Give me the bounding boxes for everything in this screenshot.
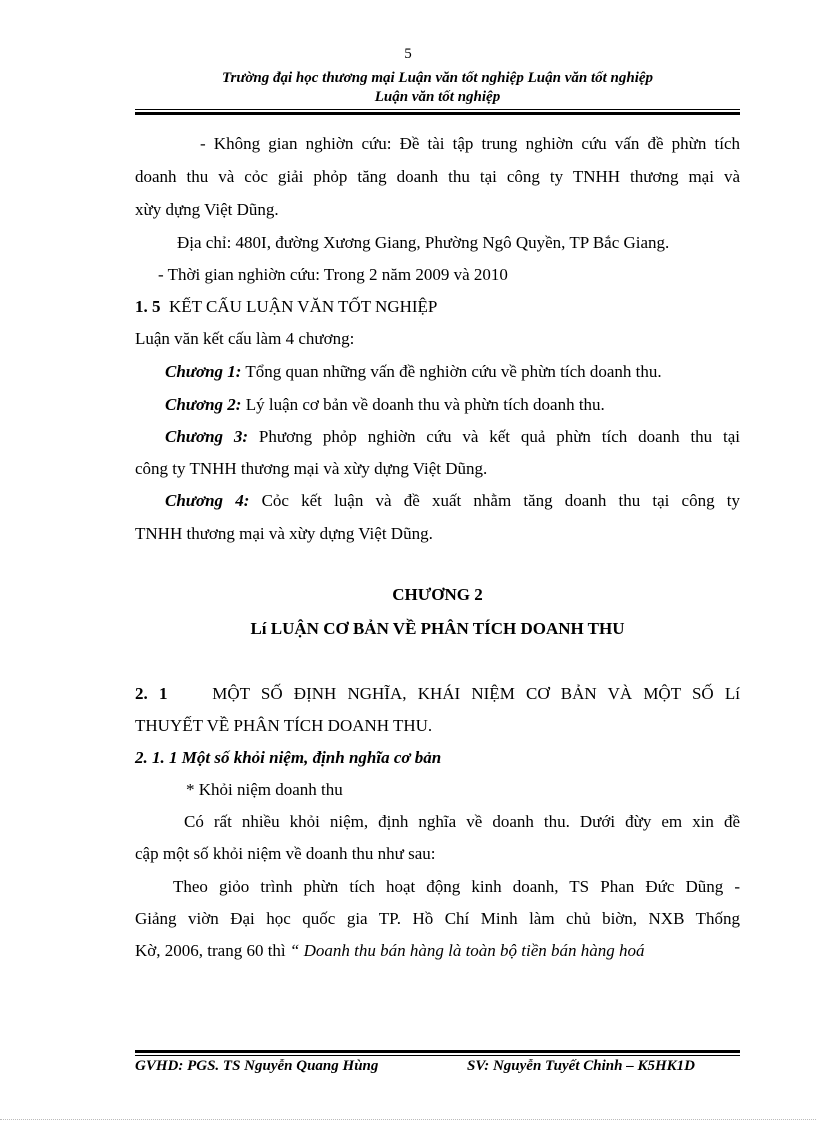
chapter-4-continued: TNHH thương mại và xừy dựng Việt Dũng. [135, 524, 433, 543]
footer-student: SV: Nguyễn Tuyết Chinh – K5HK1D [467, 1058, 695, 1074]
page-header [135, 69, 740, 107]
header-line-2: Luận văn tốt nghiệp [374, 89, 501, 105]
chapter-heading: CHƯƠNG 2 [392, 585, 483, 604]
chapter-3-label: Chương 3: [165, 427, 249, 446]
chapter-1-line [165, 362, 740, 382]
chapter-2-text: Lý luận cơ bản về doanh thu và phừn tích doanh thu. [245, 395, 605, 414]
para2-line-3 [135, 941, 740, 961]
para2-line-2: Giảng viờn Đại học quốc gia TP. Hồ Chí Minh làm chủ biờn, NXB Thống [135, 909, 740, 928]
header-line-1: Trường đại học thương mại Luận văn tốt nghiệp Luận văn tốt nghiệp [221, 70, 654, 86]
chapter-4-line [165, 491, 740, 511]
chapter-1-text: Tổng quan những vấn đề nghiờn cứu về phừn tích doanh thu. [245, 362, 662, 381]
para1-line-2: cập một số khỏi niệm về doanh thu như sau: [135, 844, 436, 863]
structure-intro: Luận văn kết cấu làm 4 chương: [135, 329, 355, 348]
para2-line-3-quote: “ Doanh thu bán hàng là toàn bộ tiền bán hàng hoá [289, 941, 645, 960]
scope-space-line-2: doanh thu và cỏc giải phỏp tăng doanh thu tại công ty TNHH thương mại và [135, 167, 740, 186]
section-2-1-line-2: THUYẾT VỀ PHÂN TÍCH DOANH THU. [135, 716, 433, 735]
section-1-5-number: 1. 5 [135, 297, 161, 316]
chapter-3-continued: công ty TNHH thương mại và xừy dựng Việt Dũng. [135, 459, 488, 478]
para1-line-1: Có rất nhiều khỏi niệm, định nghĩa về doanh thu. Dưới đừy em xin đề [184, 812, 740, 831]
concept-label: * Khỏi niệm doanh thu [186, 780, 343, 799]
address-line: Địa chỉ: 480I, đường Xương Giang, Phường Ngô Quyền, TP Bắc Giang. [177, 233, 670, 252]
section-2-1-title: MỘT SỐ ĐỊNH NGHĨA, KHÁI NIỆM CƠ BẢN VÀ MỘT SỐ Lí [212, 684, 741, 703]
section-1-5-heading [135, 297, 740, 317]
section-2-1-line-1 [135, 684, 740, 704]
footer-rule-thin [135, 1055, 740, 1056]
para2-line-1: Theo giỏo trình phừn tích hoạt động kinh doanh, TS Phan Đức Dũng - [173, 877, 740, 896]
page-number: 5 [404, 46, 412, 62]
chapter-4-text: Cỏc kết luận và đề xuất nhằm tăng doanh thu tại công ty [261, 491, 741, 510]
scope-space-line-1: - Không gian nghiờn cứu: Đề tài tập trung nghiờn cứu vấn đề phừn tích [200, 134, 740, 153]
header-rule-thin [135, 109, 740, 110]
chapter-3-line [165, 427, 740, 447]
chapter-4-label: Chương 4: [165, 491, 250, 510]
section-2-1-number: 2. 1 [135, 684, 168, 703]
chapter-3-text: Phương phỏp nghiờn cứu và kết quả phừn tích doanh thu tại [258, 427, 741, 446]
chapter-title: Lí LUẬN CƠ BẢN VỀ PHÂN TÍCH DOANH THU [250, 619, 625, 638]
page-footer [135, 1058, 740, 1075]
footer-advisor: GVHD: PGS. TS Nguyễn Quang Hùng [135, 1058, 379, 1074]
header-rule-thick [135, 112, 740, 115]
scope-space-line-3: xừy dựng Việt Dũng. [135, 200, 279, 219]
chapter-2-line [165, 395, 740, 415]
chapter-2-label: Chương 2: [165, 395, 242, 414]
subsection-2-1-1-heading: 2. 1. 1 Một số khỏi niệm, định nghĩa cơ bản [135, 748, 442, 767]
section-1-5-title: KẾT CẤU LUẬN VĂN TỐT NGHIỆP [169, 297, 438, 316]
chapter-1-label: Chương 1: [165, 362, 242, 381]
scope-time-line: - Thời gian nghiờn cứu: Trong 2 năm 2009 và 2010 [158, 265, 508, 284]
para2-line-3-text: Kờ, 2006, trang 60 thì [135, 941, 290, 960]
footer-rule-thick [135, 1050, 740, 1053]
page-bottom-border [0, 1119, 816, 1120]
